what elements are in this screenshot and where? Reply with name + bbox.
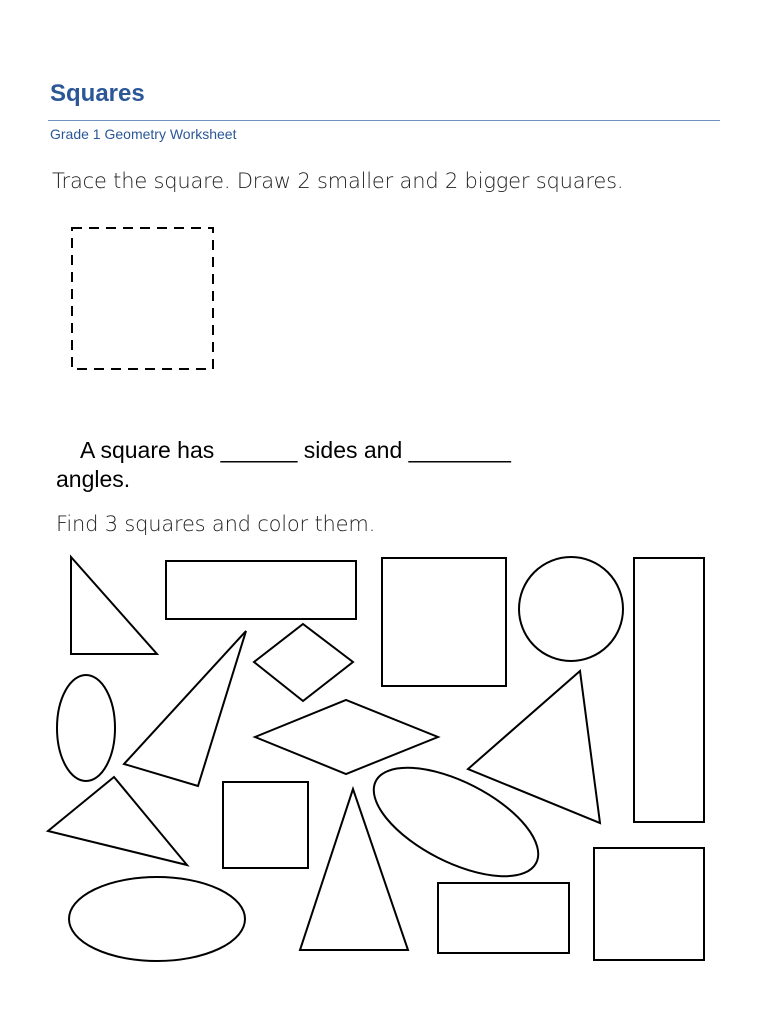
leaning-triangle[interactable] xyxy=(468,671,600,823)
dashed-trace-square[interactable] xyxy=(72,228,213,369)
tall-triangle[interactable] xyxy=(300,789,408,950)
bottom-rectangle[interactable] xyxy=(438,883,569,953)
vertical-oval[interactable] xyxy=(57,675,115,781)
flat-triangle[interactable] xyxy=(48,777,187,865)
trace-instruction: Trace the square. Draw 2 smaller and 2 bigger squares. xyxy=(52,169,624,193)
small-rhombus[interactable] xyxy=(254,624,353,701)
small-square[interactable] xyxy=(223,782,308,868)
worksheet-subtitle: Grade 1 Geometry Worksheet xyxy=(50,126,237,142)
large-square[interactable] xyxy=(382,558,506,686)
horizontal-oval[interactable] xyxy=(69,877,245,961)
worksheet-title: Squares xyxy=(50,80,145,107)
circle[interactable] xyxy=(519,557,623,661)
color-instruction: Find 3 squares and color them. xyxy=(56,512,376,536)
fill-in-part-2: angles. xyxy=(56,466,131,492)
right-triangle[interactable] xyxy=(71,557,157,654)
wide-rhombus[interactable] xyxy=(255,700,438,774)
wide-rectangle[interactable] xyxy=(166,561,356,619)
tilted-oval[interactable] xyxy=(358,746,555,899)
fill-in-part-1: A square has ______ sides and ________ xyxy=(80,437,511,463)
bottom-square[interactable] xyxy=(594,848,704,960)
tall-rectangle[interactable] xyxy=(634,558,704,822)
